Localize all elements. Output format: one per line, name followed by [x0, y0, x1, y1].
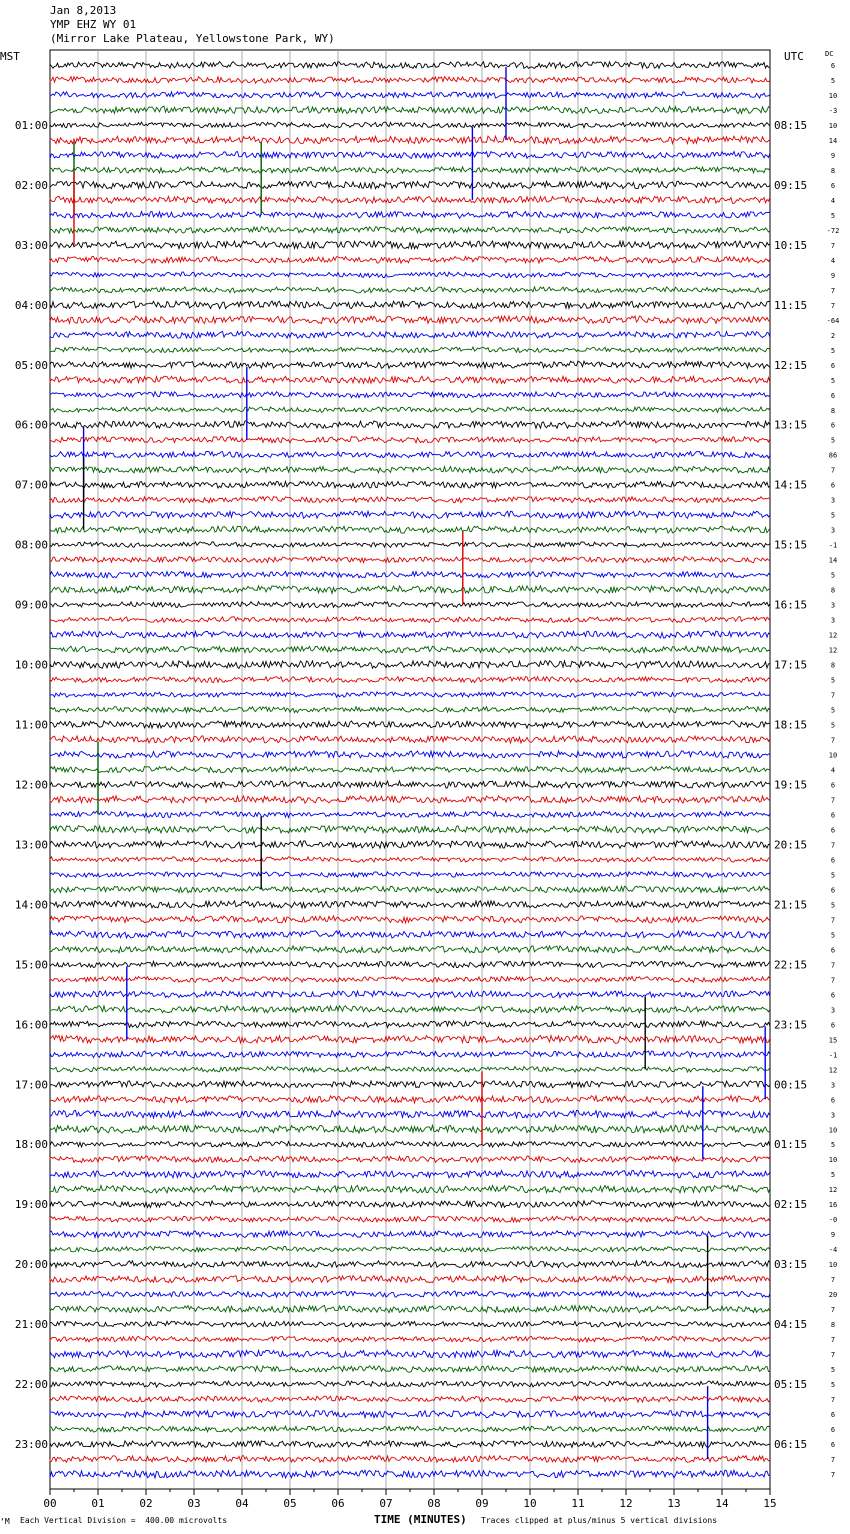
dc-offset-label: 10	[828, 121, 838, 130]
dc-offset-label: 7	[830, 1456, 836, 1465]
dc-offset-label: 3	[830, 601, 836, 610]
dc-offset-label: -1	[828, 541, 838, 550]
utc-hour-label: 10:15	[774, 238, 808, 252]
utc-hour-label: 19:15	[774, 778, 808, 792]
x-tick-label: 10	[523, 1497, 537, 1510]
utc-hour-label: 16:15	[774, 598, 808, 612]
seismic-trace	[50, 181, 770, 189]
mst-hour-label: 11:00	[14, 718, 48, 732]
dc-offset-label: 12	[828, 1186, 838, 1195]
mst-hour-label: 01:00	[14, 118, 48, 132]
corner-mark: ‘M	[0, 1517, 10, 1526]
dc-offset-label: -1	[828, 1051, 838, 1060]
seismic-trace	[50, 1456, 770, 1463]
utc-hour-label: 03:15	[774, 1258, 808, 1272]
dc-offset-label: 6	[830, 61, 836, 70]
seismic-trace	[50, 1067, 770, 1073]
seismic-trace	[50, 1306, 770, 1313]
seismic-trace	[50, 602, 770, 608]
dc-offset-label: 6	[830, 826, 836, 835]
utc-hour-label: 01:15	[774, 1138, 808, 1152]
seismic-trace	[50, 481, 770, 488]
seismic-trace	[50, 661, 770, 669]
dc-offset-label: 8	[830, 406, 836, 415]
mst-hour-label: 20:00	[14, 1258, 48, 1272]
seismic-trace	[50, 931, 770, 938]
right-axis-title: UTC	[784, 50, 804, 63]
dc-offset-label: 6	[830, 481, 836, 490]
seismic-trace	[50, 991, 770, 998]
dc-offset-label: 12	[828, 631, 838, 640]
x-tick-label: 13	[667, 1497, 681, 1510]
dc-offset-label: 7	[830, 301, 836, 310]
mst-hour-label: 03:00	[14, 238, 48, 252]
dc-offset-label: 10	[828, 751, 838, 760]
dc-offset-label: 6	[830, 181, 836, 190]
x-tick-label: 14	[715, 1497, 729, 1510]
seismic-trace	[50, 152, 770, 159]
dc-offset-label: 6	[830, 856, 836, 865]
seismic-trace	[50, 586, 770, 594]
utc-hour-label: 18:15	[774, 718, 808, 732]
dc-offset-label: 9	[830, 271, 836, 280]
mst-hour-label: 17:00	[14, 1078, 48, 1092]
dc-offset-label: 5	[830, 1171, 836, 1180]
seismic-trace	[50, 1321, 770, 1327]
dc-offset-label: 8	[830, 1321, 836, 1330]
dc-offset-label: 5	[830, 871, 836, 880]
dc-offset-label: -4	[828, 1246, 838, 1255]
seismic-trace	[50, 631, 770, 638]
seismic-trace	[50, 707, 770, 713]
utc-hour-label: 14:15	[774, 478, 808, 492]
dc-offset-label: 3	[830, 1006, 836, 1015]
seismic-trace	[50, 196, 770, 203]
dc-offset-label: 4	[830, 196, 836, 205]
dc-offset-label: 7	[830, 916, 836, 925]
seismic-trace	[50, 841, 770, 849]
seismic-trace	[50, 617, 770, 623]
seismic-trace	[50, 437, 770, 443]
chart-date: Jan 8,2013	[50, 4, 117, 17]
seismic-trace	[50, 167, 770, 173]
seismic-trace	[50, 466, 770, 473]
seismic-trace	[50, 1125, 770, 1133]
mst-hour-label: 22:00	[14, 1378, 48, 1392]
seismic-trace	[50, 646, 770, 653]
mst-hour-label: 10:00	[14, 658, 48, 672]
seismic-trace	[50, 1156, 770, 1163]
seismic-trace	[50, 721, 770, 728]
station-id: YMP EHZ WY 01	[50, 18, 137, 31]
seismic-trace	[50, 977, 770, 983]
mst-hour-label: 14:00	[14, 898, 48, 912]
seismic-trace	[50, 136, 770, 144]
seismic-trace	[50, 301, 770, 309]
x-tick-label: 00	[43, 1497, 57, 1510]
seismic-trace	[50, 361, 770, 368]
dc-offset-label: 5	[830, 931, 836, 940]
x-tick-label: 02	[139, 1497, 153, 1510]
dc-offset-label: 86	[828, 451, 838, 460]
mst-hour-label: 12:00	[14, 778, 48, 792]
dc-offset-label: 5	[830, 676, 836, 685]
utc-hour-label: 05:15	[774, 1378, 808, 1392]
seismic-trace	[50, 1291, 770, 1297]
dc-offset-label: 10	[828, 1156, 838, 1165]
dc-offset-label: 15	[828, 1036, 838, 1045]
dc-offset-label: 8	[830, 586, 836, 595]
seismic-trace	[50, 347, 770, 353]
seismic-trace	[50, 212, 770, 219]
dc-offset-label: 3	[830, 496, 836, 505]
seismic-trace	[50, 106, 770, 113]
dc-offset-label: 6	[830, 1096, 836, 1105]
dc-offset-label: -0	[828, 1216, 838, 1225]
dc-offset-label: 7	[830, 286, 836, 295]
seismic-trace	[50, 1426, 770, 1432]
seismic-trace	[50, 241, 770, 249]
dc-offset-label: 4	[830, 256, 836, 265]
dc-offset-label: 5	[830, 571, 836, 580]
x-tick-label: 01	[91, 1497, 105, 1510]
seismic-trace	[50, 572, 770, 578]
mst-hour-label: 09:00	[14, 598, 48, 612]
dc-offset-label: 7	[830, 736, 836, 745]
seismic-trace	[50, 256, 770, 263]
seismic-trace	[50, 316, 770, 324]
mst-hour-label: 19:00	[14, 1198, 48, 1212]
dc-offset-label: 2	[830, 331, 836, 340]
dc-offset-label: 7	[830, 976, 836, 985]
dc-offset-label: 8	[830, 166, 836, 175]
seismic-trace	[50, 1276, 770, 1283]
utc-hour-label: 15:15	[774, 538, 808, 552]
mst-hour-label: 18:00	[14, 1138, 48, 1152]
dc-offset-label: 6	[830, 886, 836, 895]
utc-hour-label: 08:15	[774, 118, 808, 132]
seismic-trace	[50, 1261, 770, 1268]
mst-hour-label: 05:00	[14, 358, 48, 372]
utc-hour-label: 02:15	[774, 1198, 808, 1212]
dc-offset-label: 7	[830, 466, 836, 475]
x-tick-label: 15	[763, 1497, 777, 1510]
seismic-trace	[50, 916, 770, 923]
utc-hour-label: 04:15	[774, 1318, 808, 1332]
seismic-trace	[50, 272, 770, 278]
dc-offset-label: 5	[830, 706, 836, 715]
dc-offset-label: 6	[830, 946, 836, 955]
seismic-trace	[50, 826, 770, 834]
seismic-trace	[50, 796, 770, 803]
mst-hour-label: 02:00	[14, 178, 48, 192]
dc-column-title: DC	[825, 50, 834, 58]
utc-hour-label: 23:15	[774, 1018, 808, 1032]
mst-hour-label: 08:00	[14, 538, 48, 552]
utc-hour-label: 06:15	[774, 1438, 808, 1452]
seismic-trace	[50, 811, 770, 817]
dc-offset-label: 5	[830, 901, 836, 910]
seismic-trace	[50, 1366, 770, 1372]
left-axis-title: MST	[0, 50, 20, 63]
x-tick-label: 08	[427, 1497, 441, 1510]
x-tick-label: 03	[187, 1497, 201, 1510]
seismic-trace	[50, 946, 770, 953]
dc-offset-label: 14	[828, 136, 838, 145]
clip-note: Traces clipped at plus/minus 5 vertical divisions	[481, 1516, 718, 1525]
seismic-trace	[50, 1185, 770, 1193]
dc-offset-label: 7	[830, 961, 836, 970]
seismic-trace	[50, 1441, 770, 1448]
dc-offset-label: 6	[830, 1021, 836, 1030]
seismic-trace	[50, 1336, 770, 1342]
seismic-trace	[50, 452, 770, 459]
dc-offset-label: -72	[826, 226, 840, 235]
seismic-trace	[50, 227, 770, 233]
dc-offset-label: 5	[830, 1381, 836, 1390]
dc-offset-label: -3	[828, 106, 838, 115]
seismic-trace	[50, 961, 770, 967]
seismic-trace	[50, 751, 770, 758]
dc-offset-label: 4	[830, 766, 836, 775]
utc-hour-label: 00:15	[774, 1078, 808, 1092]
dc-offset-label: 12	[828, 646, 838, 655]
station-location: (Mirror Lake Plateau, Yellowstone Park, WY)	[50, 32, 335, 45]
dc-offset-label: 7	[830, 1336, 836, 1345]
seismic-trace	[50, 1216, 770, 1222]
dc-offset-label: 9	[830, 151, 836, 160]
dc-offset-label: 3	[830, 1081, 836, 1090]
x-tick-label: 11	[571, 1497, 585, 1510]
utc-hour-label: 21:15	[774, 898, 808, 912]
dc-offset-label: 6	[830, 391, 836, 400]
dc-offset-label: 7	[830, 241, 836, 250]
dc-offset-label: 7	[830, 1396, 836, 1405]
seismic-trace	[50, 392, 770, 398]
seismic-trace	[50, 122, 770, 128]
x-tick-label: 05	[283, 1497, 297, 1510]
seismic-trace	[50, 511, 770, 518]
seismic-trace	[50, 1396, 770, 1402]
seismic-trace	[50, 62, 770, 69]
x-tick-label: 06	[331, 1497, 345, 1510]
seismic-trace	[50, 526, 770, 533]
mst-hour-label: 16:00	[14, 1018, 48, 1032]
seismic-trace	[50, 1096, 770, 1103]
dc-offset-label: 6	[830, 781, 836, 790]
dc-offset-label: 5	[830, 346, 836, 355]
dc-offset-label: 6	[830, 1441, 836, 1450]
dc-offset-label: 6	[830, 361, 836, 370]
seismic-trace	[50, 857, 770, 862]
dc-offset-label: 5	[830, 511, 836, 520]
seismic-trace	[50, 557, 770, 563]
seismic-trace	[50, 1110, 770, 1118]
seismic-trace	[50, 407, 770, 412]
mst-hour-label: 04:00	[14, 298, 48, 312]
seismic-trace	[50, 781, 770, 788]
seismic-trace	[50, 692, 770, 698]
dc-offset-label: 7	[830, 1306, 836, 1315]
dc-offset-label: 6	[830, 421, 836, 430]
dc-offset-label: 10	[828, 1126, 838, 1135]
dc-offset-label: 7	[830, 1276, 836, 1285]
seismic-trace	[50, 872, 770, 878]
scale-note: Each Vertical Division = 400.00 microvolts	[20, 1516, 228, 1525]
seismic-trace	[50, 1231, 770, 1238]
dc-offset-label: 6	[830, 991, 836, 1000]
dc-offset-label: 6	[830, 811, 836, 820]
dc-offset-label: 3	[830, 1111, 836, 1120]
seismic-trace	[50, 1141, 770, 1147]
dc-offset-label: 5	[830, 376, 836, 385]
seismic-trace	[50, 1051, 770, 1058]
dc-offset-label: 7	[830, 1471, 836, 1480]
seismic-trace	[50, 1381, 770, 1387]
seismic-trace	[50, 766, 770, 772]
dc-offset-label: 20	[828, 1291, 838, 1300]
dc-offset-label: 7	[830, 841, 836, 850]
seismic-trace	[50, 736, 770, 743]
dc-offset-label: 9	[830, 1231, 836, 1240]
seismic-trace	[50, 1006, 770, 1013]
dc-offset-label: 5	[830, 1141, 836, 1150]
utc-hour-label: 09:15	[774, 178, 808, 192]
utc-hour-label: 13:15	[774, 418, 808, 432]
mst-hour-label: 06:00	[14, 418, 48, 432]
dc-offset-label: -64	[826, 316, 840, 325]
mst-hour-label: 21:00	[14, 1318, 48, 1332]
x-axis-title: TIME (MINUTES)	[374, 1513, 467, 1526]
x-tick-label: 09	[475, 1497, 489, 1510]
dc-offset-label: 3	[830, 526, 836, 535]
dc-offset-label: 3	[830, 616, 836, 625]
mst-hour-label: 13:00	[14, 838, 48, 852]
seismic-trace	[50, 332, 770, 339]
utc-hour-label: 22:15	[774, 958, 808, 972]
seismic-trace	[50, 542, 770, 548]
seismic-trace	[50, 1246, 770, 1251]
seismic-trace	[50, 1021, 770, 1028]
seismic-trace	[50, 1470, 770, 1478]
x-tick-label: 04	[235, 1497, 249, 1510]
utc-hour-label: 17:15	[774, 658, 808, 672]
seismic-trace	[50, 92, 770, 99]
dc-offset-label: 5	[830, 211, 836, 220]
dc-offset-label: 5	[830, 76, 836, 85]
seismic-trace	[50, 421, 770, 428]
dc-offset-label: 10	[828, 1261, 838, 1270]
dc-offset-label: 5	[830, 721, 836, 730]
dc-offset-label: 7	[830, 796, 836, 805]
x-tick-label: 12	[619, 1497, 633, 1510]
dc-offset-label: 5	[830, 1366, 836, 1375]
seismic-trace	[50, 497, 770, 503]
utc-hour-label: 11:15	[774, 298, 808, 312]
seismic-trace	[50, 287, 770, 293]
seismic-trace	[50, 901, 770, 908]
mst-hour-label: 23:00	[14, 1438, 48, 1452]
dc-offset-label: 5	[830, 436, 836, 445]
dc-offset-label: 10	[828, 91, 838, 100]
dc-offset-label: 16	[828, 1201, 838, 1210]
mst-hour-label: 07:00	[14, 478, 48, 492]
seismic-trace	[50, 376, 770, 383]
mst-hour-label: 15:00	[14, 958, 48, 972]
dc-offset-label: 6	[830, 1411, 836, 1420]
seismic-trace	[50, 1081, 770, 1088]
seismic-trace	[50, 1411, 770, 1418]
dc-offset-label: 7	[830, 691, 836, 700]
utc-hour-label: 20:15	[774, 838, 808, 852]
seismic-trace	[50, 1201, 770, 1208]
dc-offset-label: 14	[828, 556, 838, 565]
dc-offset-label: 12	[828, 1066, 838, 1075]
seismic-trace	[50, 1171, 770, 1178]
x-tick-label: 07	[379, 1497, 393, 1510]
dc-offset-label: 7	[830, 1351, 836, 1360]
seismic-trace	[50, 677, 770, 683]
seismic-trace	[50, 77, 770, 84]
seismic-trace	[50, 886, 770, 892]
dc-offset-label: 6	[830, 1426, 836, 1435]
dc-offset-label: 8	[830, 661, 836, 670]
seismic-trace	[50, 1035, 770, 1043]
seismic-trace	[50, 1350, 770, 1358]
utc-hour-label: 12:15	[774, 358, 808, 372]
